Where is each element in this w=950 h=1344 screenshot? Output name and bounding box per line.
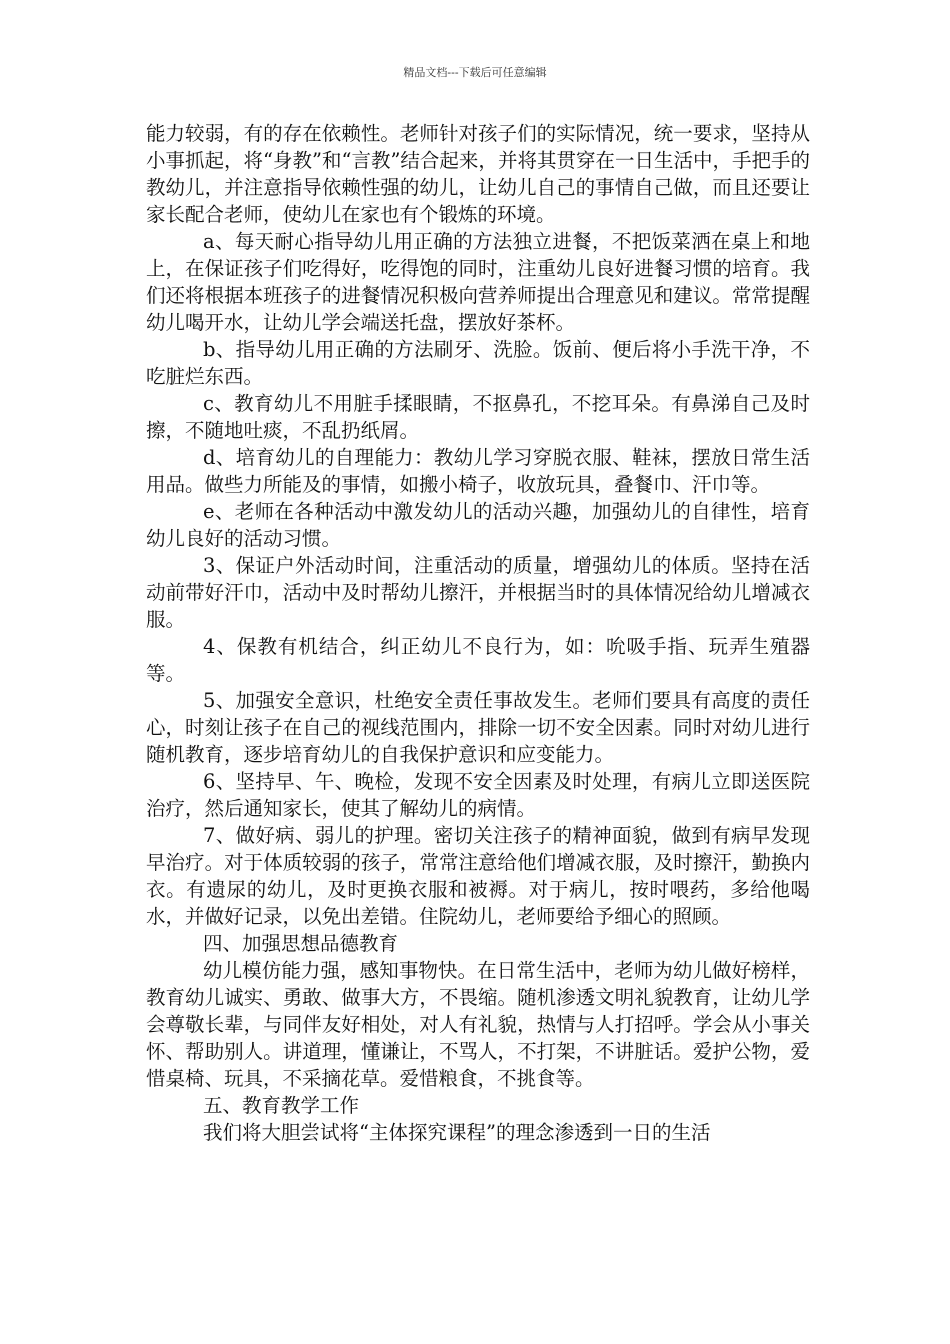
- paragraph-item-4-behavior: 4、保教有机结合，纠正幼儿不良行为，如：吮吸手指、玩弄生殖器等。: [146, 635, 810, 685]
- page-header: 精品文档---下载后可任意编辑: [403, 66, 547, 79]
- paragraph-item-5-safety: 5、加强安全意识，杜绝安全责任事故发生。老师们要具有高度的责任心，时刻让孩子在自己的视线范围内，排除一切不安全因素。同时对幼儿进行随机教育，逐步培育幼儿的自我保护意识和应变能力。: [146, 689, 810, 766]
- section-heading-moral-education: 四、加强思想品德教育: [203, 932, 399, 955]
- paragraph-item-6-checks: 6、坚持早、午、晚检，发现不安全因素及时处理，有病儿立即送医院治疗，然后通知家长，使其了解幼儿的病情。: [146, 770, 810, 820]
- paragraph-moral-education: 幼儿模仿能力强，感知事物快。在日常生活中，老师为幼儿做好榜样，教育幼儿诚实、勇敢、做事大方，不畏缩。随机渗透文明礼貌教育，让幼儿学会尊敬长辈，与同伴友好相处，对人有礼貌，热情与人打招呼。学会从小事关怀、帮助别人。讲道理，懂谦让，不骂人，不打架，不讲脏话。爱护公物，爱惜桌椅、玩具，不采摘花草。爱惜粮食，不挑食等。: [146, 959, 810, 1090]
- paragraph-item-a-eating: a、每天耐心指导幼儿用正确的方法独立进餐，不把饭菜洒在桌上和地上，在保证孩子们吃得好，吃得饱的同时，注重幼儿良好进餐习惯的培育。我们还将根据本班孩子的进餐情况积极向营养师提出合理意见和建议。常常提醒幼儿喝开水，让幼儿学会端送托盘，摆放好茶杯。: [146, 230, 810, 334]
- paragraph-item-b-washing: b、指导幼儿用正确的方法刷牙、洗脸。饭前、便后将小手洗干净，不吃脏烂东西。: [146, 338, 810, 388]
- paragraph-item-c-hygiene: c、教育幼儿不用脏手揉眼睛，不抠鼻孔，不挖耳朵。有鼻涕自己及时擦，不随地吐痰，不乱扔纸屑。: [146, 392, 810, 442]
- document-body: [146, 120, 810, 1146]
- paragraph-item-e-activity: e、老师在各种活动中激发幼儿的活动兴趣，加强幼儿的自律性，培育幼儿良好的活动习惯。: [146, 500, 810, 550]
- paragraph-teaching: 我们将大胆尝试将“主体探究课程”的理念渗透到一日的生活: [203, 1121, 711, 1144]
- paragraph-self-reliance: 能力较弱，有的存在依赖性。老师针对孩子们的实际情况，统一要求，坚持从小事抓起，将“身教”和“言教”结合起来，并将其贯穿在一日生活中，手把手的教幼儿，并注意指导依赖性强的幼儿，让幼儿自己的事情自己做，而且还要让家长配合老师，使幼儿在家也有个锻炼的环境。: [146, 122, 810, 226]
- paragraph-item-3-outdoor: 3、保证户外活动时间，注重活动的质量，增强幼儿的体质。坚持在活动前带好汗巾，活动中及时帮幼儿擦汗，并根据当时的具体情况给幼儿增减衣服。: [146, 554, 810, 631]
- paragraph-item-d-self-care: d、培育幼儿的自理能力：教幼儿学习穿脱衣服、鞋袜，摆放日常生活用品。做些力所能及的事情，如搬小椅子，收放玩具，叠餐巾、汗巾等。: [146, 446, 810, 496]
- section-heading-teaching: 五、教育教学工作: [203, 1094, 360, 1117]
- paragraph-item-7-care: 7、做好病、弱儿的护理。密切关注孩子的精神面貌，做到有病早发现早治疗。对于体质较弱的孩子，常常注意给他们增减衣服，及时擦汗，勤换内衣。有遗尿的幼儿，及时更换衣服和被褥。对于病儿，按时喂药，多给他喝水，并做好记录，以免出差错。住院幼儿，老师要给予细心的照顾。: [146, 824, 810, 928]
